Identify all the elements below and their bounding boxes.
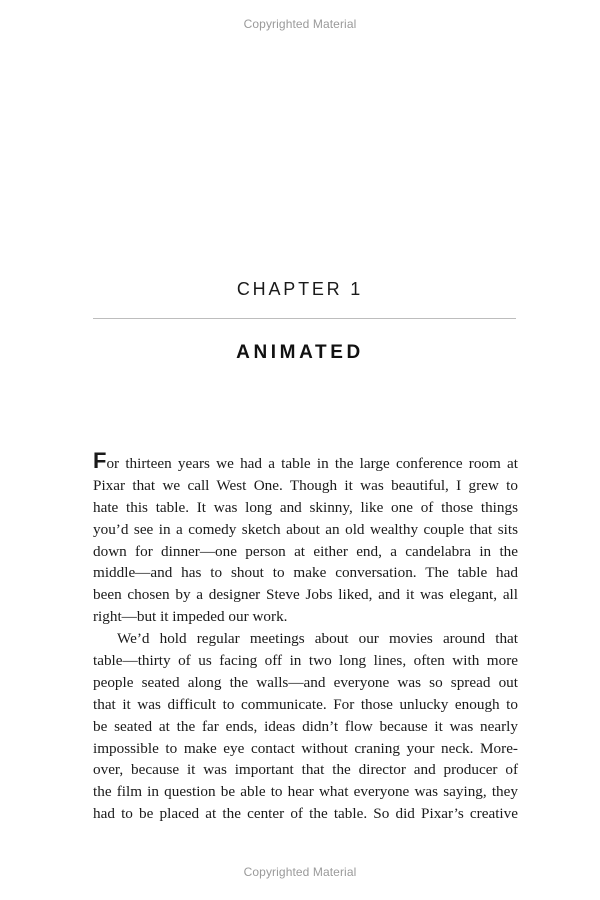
text-line: that it was difficult to communicate. For those unlucky enough to — [93, 695, 518, 713]
text-line: right—but it impeded our work. — [93, 608, 288, 626]
text-line: hate this table. It was long and skinny, like one of those things — [93, 498, 518, 516]
text-line: you’d see in a comedy sketch about an old wealthy couple that sits — [93, 520, 518, 538]
chapter-number: CHAPTER 1 — [236, 279, 364, 299]
body-text — [93, 448, 518, 825]
text-line — [93, 448, 518, 475]
text-line: Pixar that we call West One. Though it was beautiful, I grew to — [93, 476, 518, 494]
text-line: had to be placed at the center of the table. So did Pixar’s creative — [93, 805, 518, 823]
text-line: be seated at the far ends, ideas didn’t flow because it was nearly — [93, 717, 518, 735]
text-line: table—thirty of us facing off in two long lines, often with more — [93, 652, 518, 670]
text-line: people seated along the walls—and everyone was so spread out — [93, 673, 518, 691]
copyright-watermark-bottom: Copyrighted Material — [243, 865, 357, 879]
text-line: We’d hold regular meetings about our movies around that — [117, 630, 518, 648]
paragraph-1 — [93, 448, 518, 628]
chapter-divider — [93, 318, 516, 319]
chapter-title: ANIMATED — [236, 342, 364, 363]
text-line: over, because it was important that the director and producer of — [93, 761, 518, 779]
text-line: down for dinner—one person at either end, a candelabra in the — [93, 542, 518, 560]
copyright-watermark-top: Copyrighted Material — [243, 17, 357, 31]
text-line-content: or thirteen years we had a table in the large conference room at — [106, 455, 518, 472]
text-line: middle—and has to shout to make conversation. The table had — [93, 564, 518, 582]
text-line: the film in question be able to hear what everyone was saying, they — [93, 783, 518, 801]
drop-cap: F — [93, 448, 107, 473]
text-line: impossible to make eye contact without craning your neck. More- — [93, 739, 518, 757]
text-line: been chosen by a designer Steve Jobs liked, and it was elegant, all — [93, 586, 518, 604]
paragraph-2 — [93, 628, 518, 825]
